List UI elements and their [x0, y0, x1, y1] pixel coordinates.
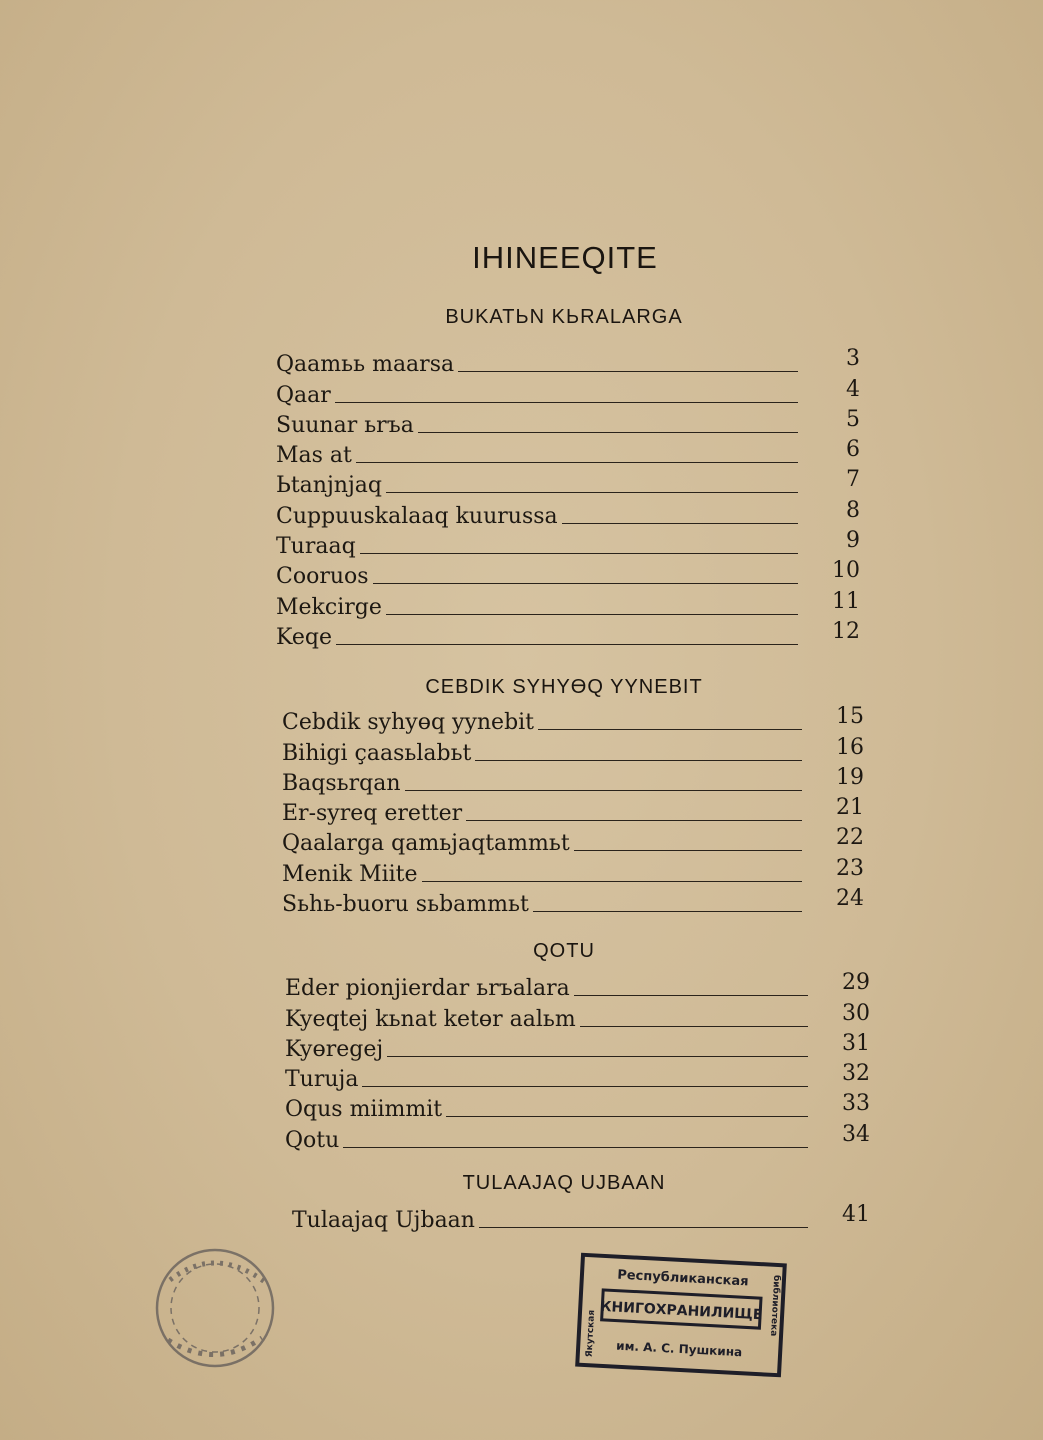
dot-leader [574, 995, 808, 996]
stamp-line-3: им. А. С. Пушкина [615, 1338, 743, 1360]
toc-section [292, 1204, 870, 1234]
page-number: 6 [846, 437, 860, 463]
toc-entry [285, 1123, 870, 1153]
page-number: 11 [832, 588, 860, 614]
page-number: 15 [836, 704, 864, 730]
page-number: 23 [836, 855, 864, 881]
toc-entry [282, 857, 864, 887]
section-heading: QOTU [533, 940, 595, 962]
dot-leader [362, 1086, 808, 1087]
entry-title: Ьtanjnjaq [276, 473, 382, 499]
toc-section [282, 706, 864, 918]
toc-entry [282, 764, 864, 797]
dot-leader [533, 911, 802, 912]
dot-leader [356, 462, 798, 463]
dot-leader [386, 614, 798, 615]
entry-title: Menik Miite [282, 861, 418, 887]
stamp-line-2: КНИГОХРАНИЛИЩЕ [599, 1298, 763, 1324]
dot-leader [466, 820, 802, 821]
toc-entry [276, 378, 860, 408]
dot-leader [574, 850, 802, 851]
toc-entry [276, 590, 860, 620]
round-stamp-icon [140, 1240, 290, 1370]
entry-title: Tulaajaq Ujbaan [292, 1208, 475, 1234]
dot-leader [387, 1056, 808, 1057]
entry-title: Keqe [276, 624, 332, 650]
entry-title: Mas at [276, 443, 352, 469]
toc-entry [285, 1093, 870, 1123]
page-number: 16 [836, 734, 864, 760]
toc-entry [276, 530, 860, 560]
dot-leader [386, 492, 798, 493]
page-title: IHINEEQITE [472, 240, 658, 275]
dot-leader [422, 881, 802, 882]
page-number: 4 [846, 376, 860, 402]
toc-section [285, 972, 870, 1154]
toc-entry [276, 439, 860, 469]
dot-leader [580, 1026, 808, 1027]
page-number: 3 [846, 346, 860, 372]
entry-title: Qotu [285, 1127, 340, 1153]
entry-title: Turuja [285, 1067, 359, 1093]
entry-title: Kyeqtej kьnat ketөr aalьm [285, 1006, 576, 1032]
dot-leader [335, 402, 798, 403]
stamp-line-1: Республиканская [616, 1267, 749, 1290]
stamp-side-left: Якутская [584, 1309, 598, 1358]
page-number: 41 [842, 1202, 870, 1228]
dot-leader [562, 523, 798, 524]
toc-entry [282, 797, 864, 827]
entry-title: Cebdik syhyөq yynebit [282, 710, 535, 736]
dot-leader [538, 729, 802, 730]
toc-entry [292, 1204, 870, 1234]
section-heading: CEBDIK SYHYӨQ YYNEBIT [425, 676, 703, 698]
toc-entry [285, 972, 870, 1002]
entry-title: Mekcirge [276, 594, 382, 620]
dot-leader [336, 644, 798, 645]
toc-entry [285, 1063, 870, 1093]
page-number: 32 [842, 1061, 870, 1087]
toc-entry [276, 469, 860, 499]
page-number: 21 [836, 795, 864, 821]
entry-title: Oqus miimmit [285, 1097, 443, 1123]
entry-title: Qaar [276, 382, 331, 408]
entry-title: Bihigi çaasьlabьt [282, 740, 472, 766]
toc-entry [285, 1030, 870, 1063]
entry-title: Baqsьrqan [282, 770, 401, 796]
page-number: 5 [846, 406, 860, 432]
page-number: 24 [836, 886, 864, 912]
toc-entry [285, 1002, 870, 1032]
dot-leader [343, 1147, 808, 1148]
section-heading: BUKATЬN KЬRALARGA [445, 306, 683, 328]
dot-leader [418, 432, 798, 433]
entry-title: Kyөregej [285, 1036, 384, 1062]
entry-title: Cuppuuskalaaq kuurussa [276, 503, 558, 529]
dot-leader [458, 371, 798, 372]
entry-title: Er-syreq eretter [282, 801, 463, 827]
toc-entry [282, 736, 864, 766]
library-stamp-icon [572, 1252, 790, 1378]
page-number: 30 [842, 1000, 870, 1026]
entry-title: Turaaq [276, 534, 356, 560]
page-number: 19 [836, 764, 864, 790]
toc-entry [282, 706, 864, 736]
toc-entry [276, 560, 860, 590]
toc-entry [276, 499, 860, 529]
dot-leader [373, 583, 798, 584]
dot-leader [475, 760, 802, 761]
page-number: 33 [842, 1091, 870, 1117]
entry-title: Cooruos [276, 564, 369, 590]
toc-entry [276, 406, 860, 439]
dot-leader [479, 1227, 808, 1228]
toc-entry [276, 348, 860, 378]
dot-leader [360, 553, 798, 554]
stamp-side-right: библиотека [768, 1274, 782, 1337]
page-number: 8 [846, 497, 860, 523]
page-number: 31 [842, 1030, 870, 1056]
toc-section [276, 348, 860, 651]
dot-leader [405, 790, 802, 791]
page-number: 34 [842, 1121, 870, 1147]
entry-title: Eder pionjierdar ьrъalara [285, 976, 570, 1002]
entry-title: Qaalarga qamьjaqtammьt [282, 831, 570, 857]
page-number: 9 [846, 528, 860, 554]
entry-title: Suunar ьrъa [276, 412, 414, 438]
entry-title: Sьhь-buoru sьbammьt [282, 892, 529, 918]
toc-entry [282, 827, 864, 857]
page-number: 10 [832, 558, 860, 584]
dot-leader [446, 1116, 808, 1117]
page-number: 29 [842, 970, 870, 996]
section-heading: TULAAJAQ UJBAAN [462, 1172, 666, 1194]
entry-title: Qaamьь maarsa [276, 352, 455, 378]
page-number: 7 [846, 467, 860, 493]
page-number: 22 [836, 825, 864, 851]
page-number: 12 [832, 618, 860, 644]
toc-entry [282, 888, 864, 918]
toc-entry [276, 618, 860, 651]
